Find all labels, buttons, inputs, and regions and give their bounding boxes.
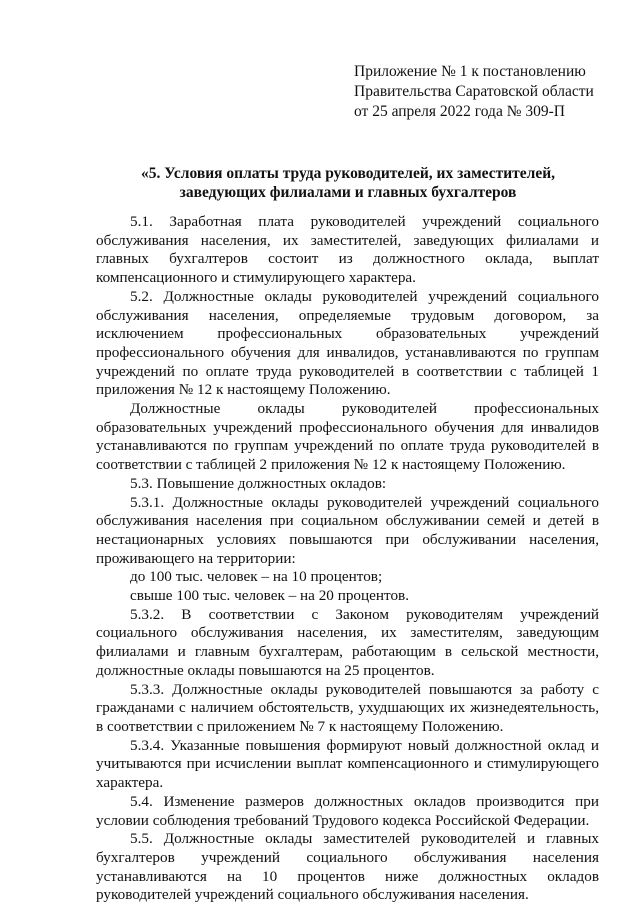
section-heading <box>96 164 600 202</box>
paragraph-5-1: 5.1. Заработная плата руководителей учреждений социального обслуживания населения, их заместителей, заведующих филиалами и главных бухгалтеров состоит из должностного оклада, выплат компенсационного и стимулирующего характера. <box>96 213 599 287</box>
annex-header <box>354 62 614 122</box>
paragraph-5-3-2: 5.3.2. В соответствии с Законом руководителям учреждений социального обслуживания населения, их заместителям, заведующим филиалами и главным бухгалтерам, работающим в сельской местности, должностные оклады повышаются на 25 процентов. <box>96 605 599 679</box>
paragraph-5-3-3: 5.3.3. Должностные оклады руководителей повышаются за работу с гражданами с наличием обстоятельств, ухудшающих их жизнедеятельность, в соответствии с приложением № 7 к настоящему Положению. <box>96 680 599 735</box>
paragraph-5-4: 5.4. Изменение размеров должностных окладов производится при условии соблюдения требований Трудового кодекса Российской Федерации. <box>96 792 599 829</box>
paragraph-5-3-4: 5.3.4. Указанные повышения формируют новый должностной оклад и учитываются при исчислении выплат компенсационного и стимулирующего характера. <box>96 736 599 792</box>
paragraph-5-3-1: 5.3.1. Должностные оклады руководителей учреждений социального обслуживания населения при социальном обслуживании семей и детей в нестационарных условиях повышаются при обслуживании населения, проживающего на территории: <box>96 493 599 567</box>
paragraph-5-3: 5.3. Повышение должностных окладов: <box>130 474 387 492</box>
list-item-over-100k: свыше 100 тыс. человек – на 20 процентов. <box>130 587 410 605</box>
annex-line: от 25 апреля 2022 года № 309-П <box>354 103 565 120</box>
paragraph-5-5: 5.5. Должностные оклады заместителей руководителей и главных бухгалтеров учреждений социального обслуживания населения устанавливаются на 10 процентов ниже должностных окладов руководителей учреждений социального обслуживания населения. <box>96 830 599 904</box>
paragraph-5-2: 5.2. Должностные оклады руководителей учреждений социального обслуживания населения, определяемые трудовым договором, за исключением профессиональных образовательных учреждений профессионального обучения для инвалидов, устанавливаются по группам учреждений по оплате труда руководителей в соответствии с таблицей 1 приложения № 12 к настоящему Положению. <box>96 287 599 399</box>
heading-line: «5. Условия оплаты труда руководителей, их заместителей, <box>140 165 556 182</box>
list-item-up-to-100k: до 100 тыс. человек – на 10 процентов; <box>130 568 383 586</box>
heading-line: заведующих филиалами и главных бухгалтеров <box>179 184 517 201</box>
annex-line: Правительства Саратовской области <box>354 83 594 100</box>
document-body <box>96 213 599 905</box>
annex-line: Приложение № 1 к постановлению <box>354 63 586 80</box>
paragraph-5-2-continued: Должностные оклады руководителей профессиональных образовательных учреждений профессионального обучения для инвалидов устанавливаются по группам учреждений по оплате труда руководителей в соответствии с таблицей 2 приложения № 12 к настоящему Положению. <box>96 400 599 474</box>
